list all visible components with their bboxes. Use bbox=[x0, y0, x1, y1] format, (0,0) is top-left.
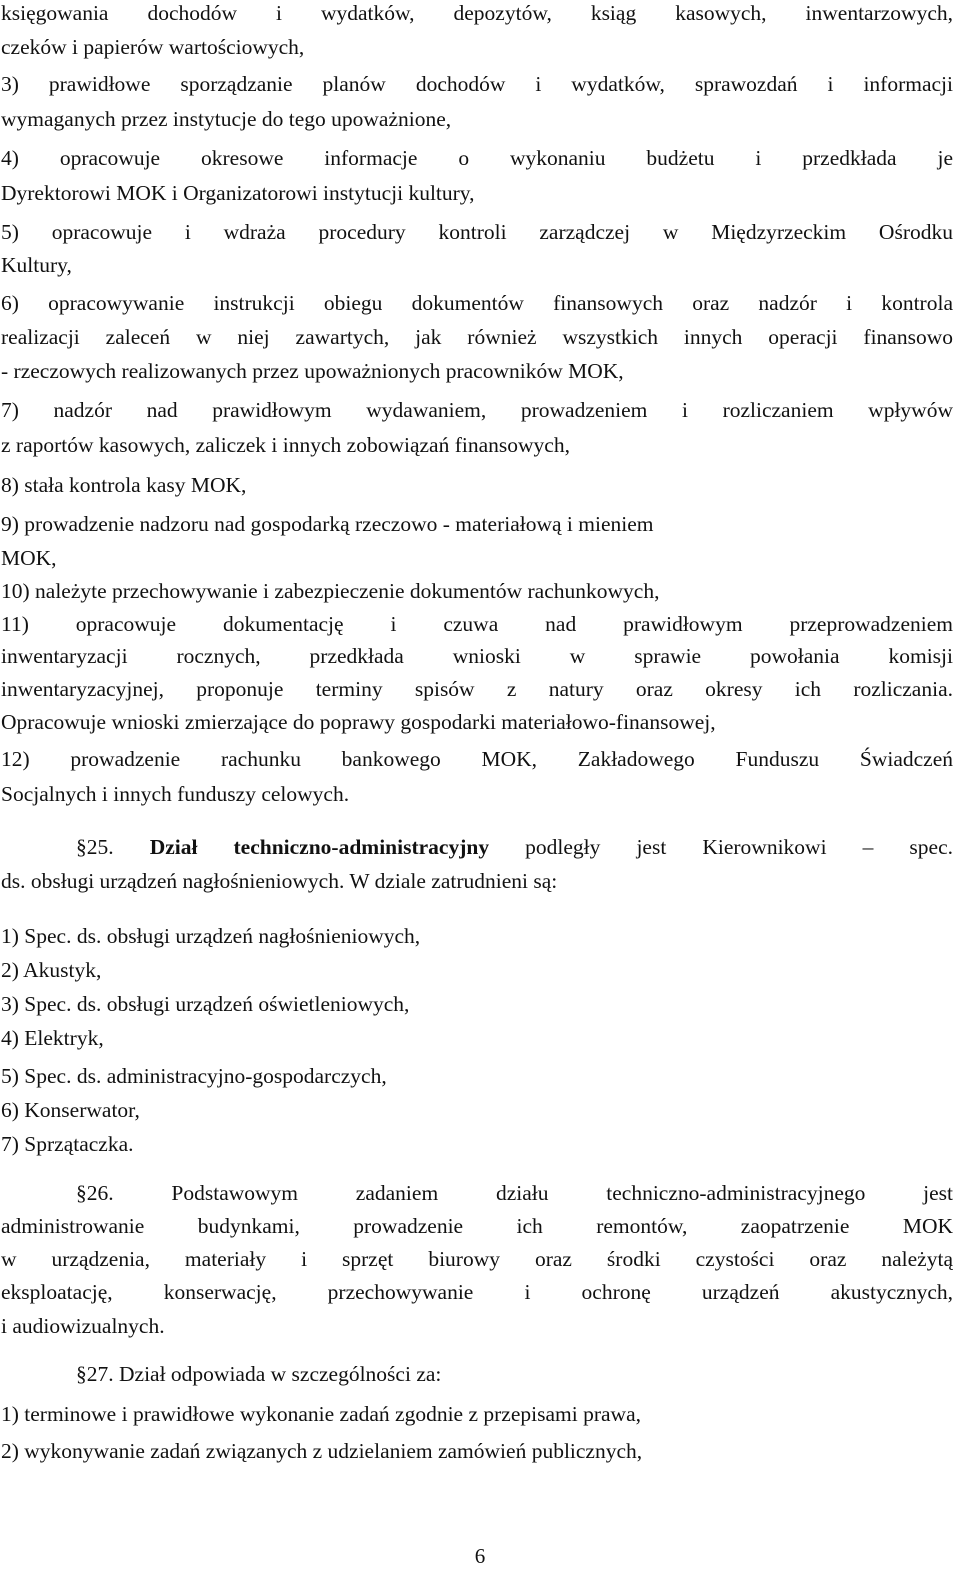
list-item: 5) Spec. ds. administracyjno-gospodarczych, bbox=[1, 1064, 387, 1088]
text-line: inwentaryzacji rocznych, przedkłada wnioski w sprawie powołania komisji bbox=[1, 644, 953, 668]
text-line: 8) stała kontrola kasy MOK, bbox=[1, 473, 247, 497]
text-line: 11) opracowuje dokumentację i czuwa nad prawidłowym przeprowadzeniem bbox=[1, 612, 953, 636]
text-line: inwentaryzacyjnej, proponuje terminy spisów z natury oraz okresy ich rozliczania. bbox=[1, 677, 953, 701]
text-line: MOK, bbox=[1, 546, 57, 570]
list-item: 4) Elektryk, bbox=[1, 1026, 104, 1050]
text-line: 3) prawidłowe sporządzanie planów dochodów i wydatków, sprawozdań i informacji bbox=[1, 72, 953, 96]
text-line: eksploatację, konserwację, przechowywanie i ochronę urządzeń akustycznych, bbox=[1, 1280, 953, 1304]
list-item: 1) terminowe i prawidłowe wykonanie zadań zgodnie z przepisami prawa, bbox=[1, 1402, 641, 1426]
text-line: i audiowizualnych. bbox=[1, 1314, 165, 1338]
list-item: 7) Sprzątaczka. bbox=[1, 1132, 134, 1156]
text-line: 9) prowadzenie nadzoru nad gospodarką rzeczowo - materiałową i mieniem bbox=[1, 512, 654, 536]
text-line: Kultury, bbox=[1, 253, 72, 277]
text-line: księgowania dochodów i wydatków, depozytów, ksiąg kasowych, inwentarzowych, bbox=[1, 1, 953, 25]
text-line: - rzeczowych realizowanych przez upoważnionych pracowników MOK, bbox=[1, 359, 624, 383]
page-number: 6 bbox=[474, 1544, 486, 1568]
text-line: 4) opracowuje okresowe informacje o wykonaniu budżetu i przedkłada je bbox=[1, 146, 953, 170]
text-line: realizacji zaleceń w niej zawartych, jak również wszystkich innych operacji finansowo bbox=[1, 325, 953, 349]
text-line: z raportów kasowych, zaliczek i innych zobowiązań finansowych, bbox=[1, 433, 570, 457]
section-heading-25 bbox=[76, 834, 953, 862]
list-item: 6) Konserwator, bbox=[1, 1098, 140, 1122]
list-item: 2) Akustyk, bbox=[1, 958, 102, 982]
text-line: wymaganych przez instytucje do tego upoważnione, bbox=[1, 107, 452, 131]
list-item: 2) wykonywanie zadań związanych z udzielaniem zamówień publicznych, bbox=[1, 1439, 643, 1463]
section-number: §25. bbox=[76, 835, 150, 859]
section-heading-27: §27. Dział odpowiada w szczególności za: bbox=[76, 1362, 442, 1386]
text-line: 12) prowadzenie rachunku bankowego MOK, Zakładowego Funduszu Świadczeń bbox=[1, 747, 953, 771]
list-item: 3) Spec. ds. obsługi urządzeń oświetleniowych, bbox=[1, 992, 410, 1016]
text-span: podległy jest Kierownikowi – spec. bbox=[489, 835, 953, 859]
text-line: administrowanie budynkami, prowadzenie ich remontów, zaopatrzenie MOK bbox=[1, 1214, 953, 1238]
department-name: Dział techniczno-administracyjny bbox=[149, 835, 490, 859]
text-line: 10) należyte przechowywanie i zabezpieczenie dokumentów rachunkowych, bbox=[1, 579, 660, 603]
list-item: 1) Spec. ds. obsługi urządzeń nagłośnieniowych, bbox=[1, 924, 421, 948]
text-line: w urządzenia, materiały i sprzęt biurowy oraz środki czystości oraz należytą bbox=[1, 1247, 953, 1271]
text-line: 7) nadzór nad prawidłowym wydawaniem, prowadzeniem i rozliczaniem wpływów bbox=[1, 398, 953, 422]
text-line: czeków i papierów wartościowych, bbox=[1, 35, 305, 59]
text-line: Socjalnych i innych funduszy celowych. bbox=[1, 782, 350, 806]
text-line: Dyrektorowi MOK i Organizatorowi instytucji kultury, bbox=[1, 181, 475, 205]
text-line: ds. obsługi urządzeń nagłośnieniowych. W dziale zatrudnieni są: bbox=[1, 869, 558, 893]
text-line: 6) opracowywanie instrukcji obiegu dokumentów finansowych oraz nadzór i kontrola bbox=[1, 291, 953, 315]
section-heading-26: §26. Podstawowym zadaniem działu techniczno-administracyjnego jest bbox=[76, 1181, 953, 1205]
text-line: 5) opracowuje i wdraża procedury kontroli zarządczej w Międzyrzeckim Ośrodku bbox=[1, 220, 953, 244]
text-line: Opracowuje wnioski zmierzające do poprawy gospodarki materiałowo-finansowej, bbox=[1, 710, 716, 734]
